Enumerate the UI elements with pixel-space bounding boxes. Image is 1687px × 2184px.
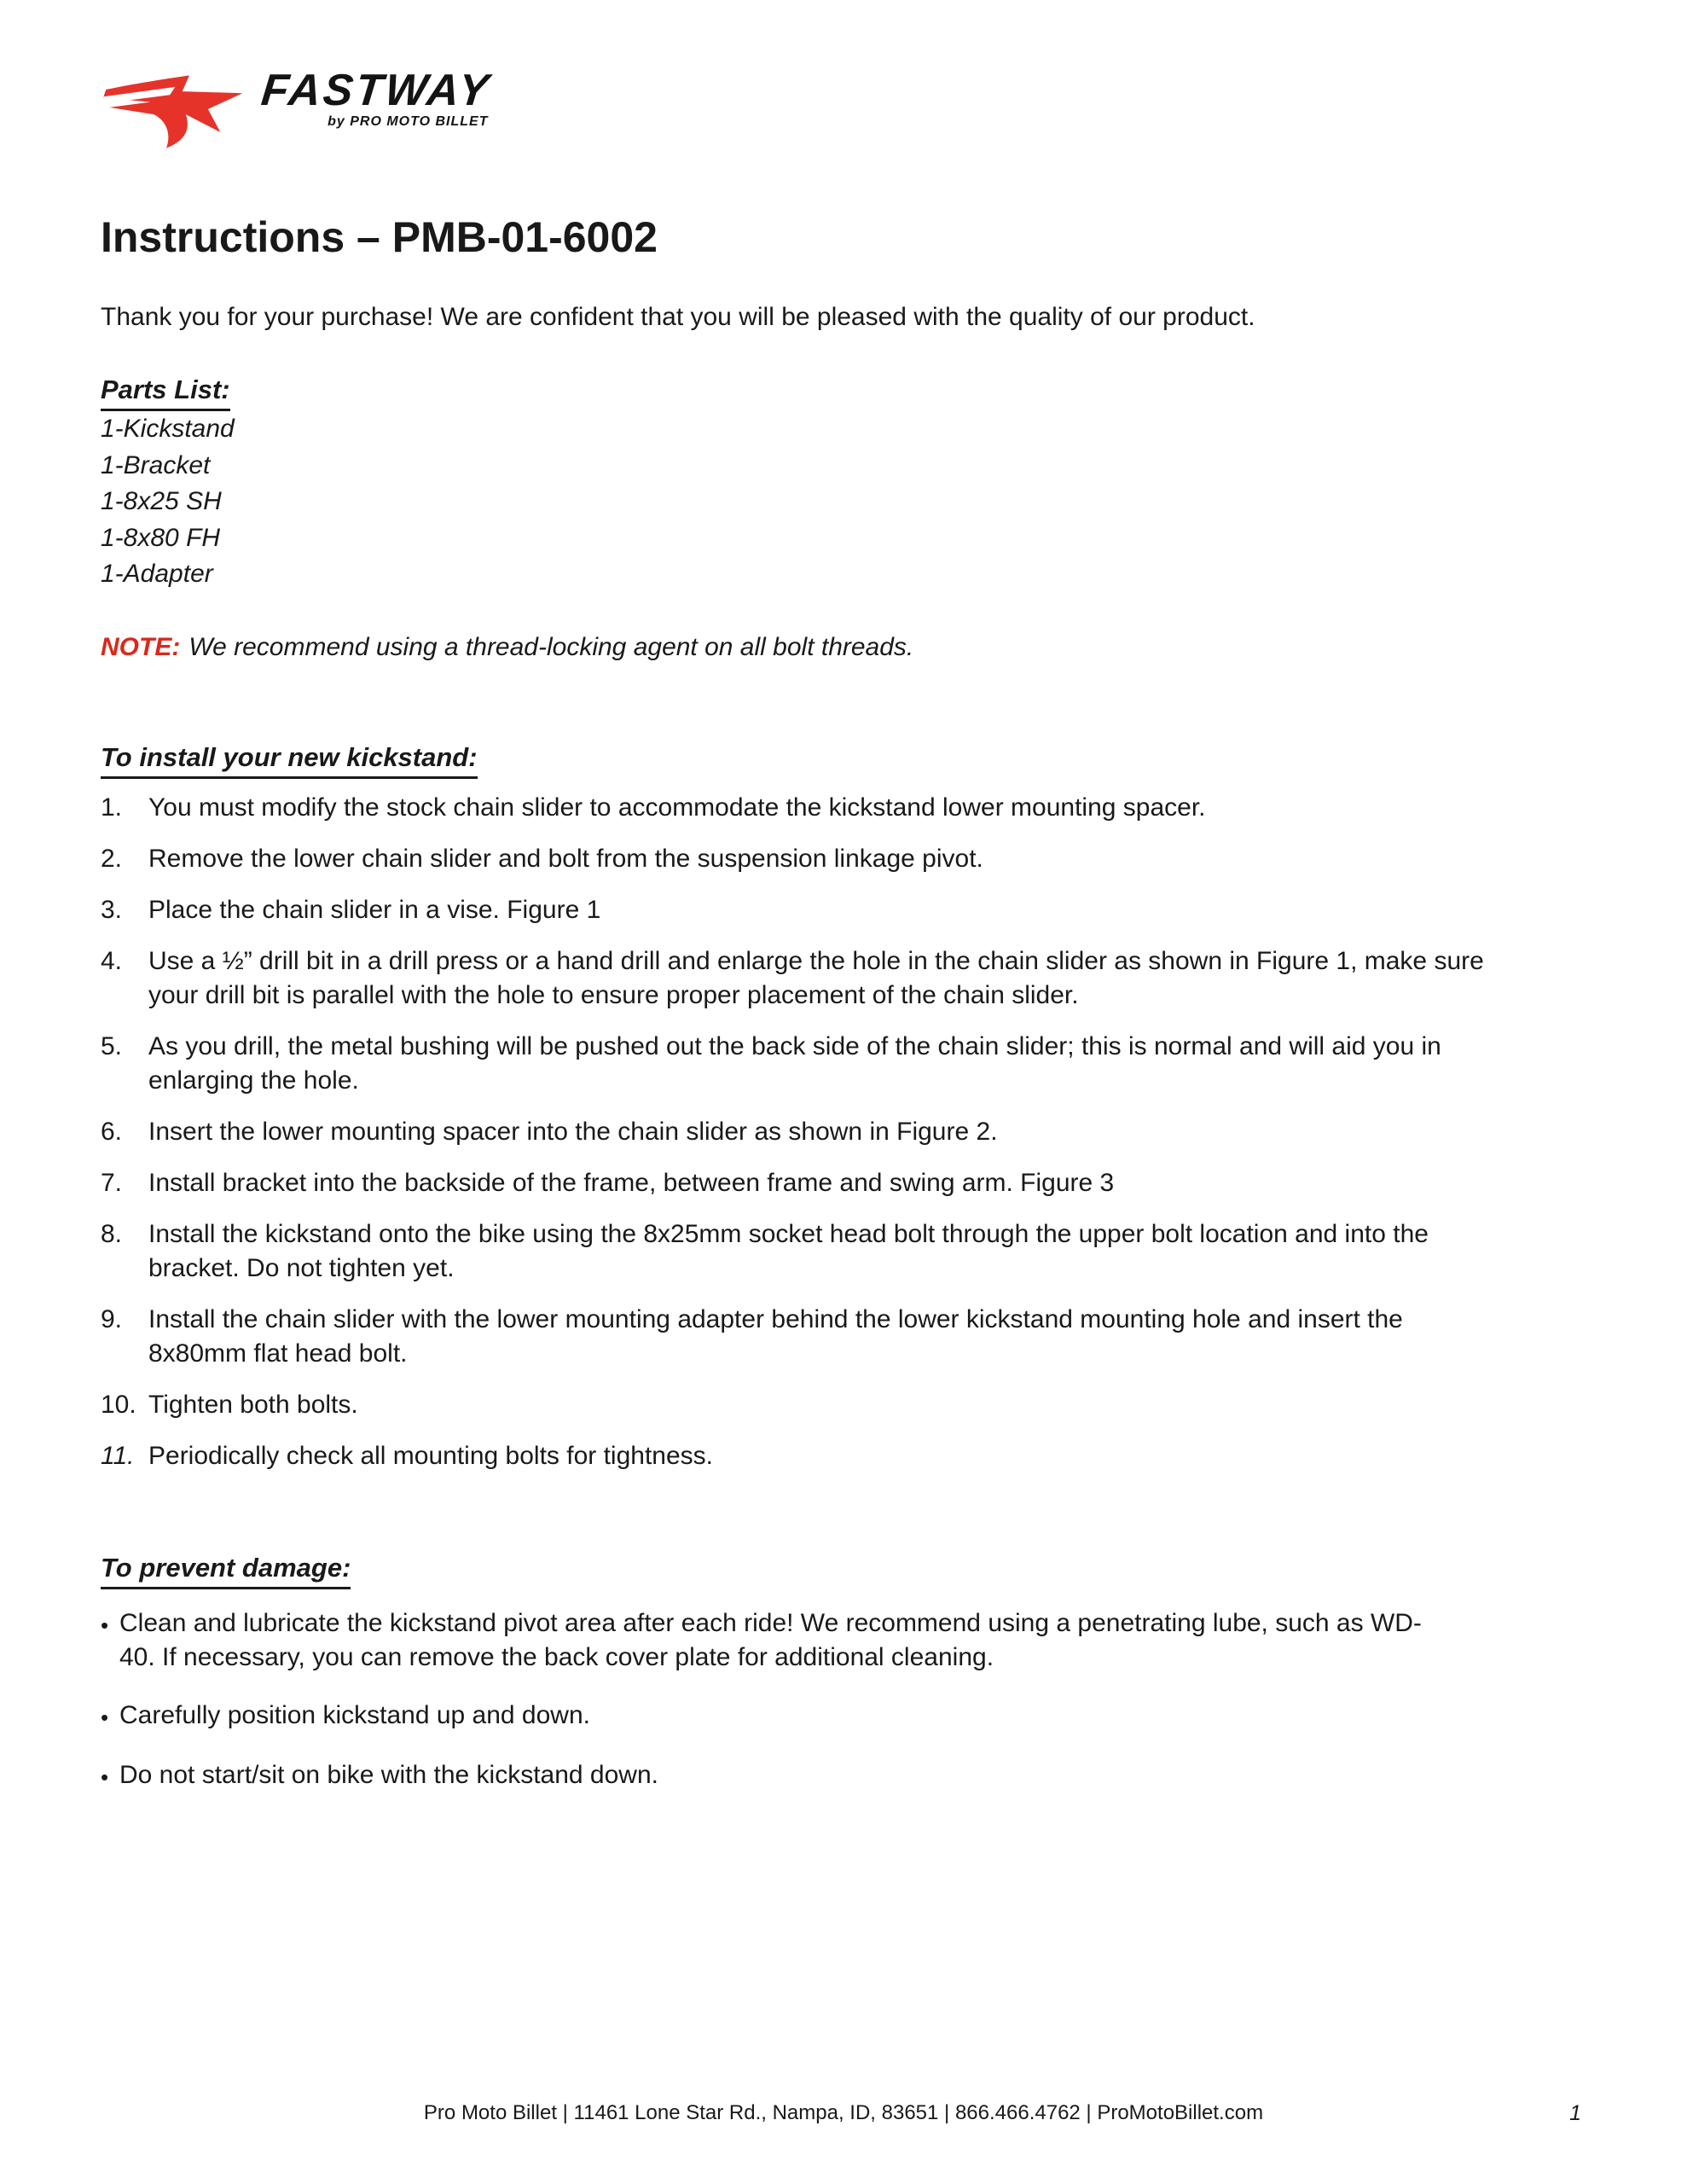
- step-number: 9.: [101, 1304, 123, 1333]
- bullet-dot: •: [101, 1704, 109, 1730]
- step-text: Insert the lower mounting spacer into the chain slider as shown in Figure 2.: [148, 1117, 998, 1146]
- step-text: Install bracket into the backside of the frame, between frame and swing arm. Figure 3: [148, 1168, 1115, 1197]
- install-step-1: [101, 791, 1586, 825]
- intro-paragraph: Thank you for your purchase! We are confident that you will be pleased with the quality of our product.: [101, 303, 1255, 331]
- note-text: We recommend using a thread-locking agent on all bolt threads.: [188, 632, 914, 661]
- step-text: Tighten both bolts.: [148, 1390, 358, 1419]
- logo-brand-text: FASTWAY: [258, 66, 494, 115]
- step-text: Remove the lower chain slider and bolt from the suspension linkage pivot.: [148, 844, 983, 873]
- install-step-8: [101, 1217, 1586, 1286]
- install-section: [101, 740, 1586, 1473]
- step-number: 8.: [101, 1219, 123, 1248]
- step-number: 6.: [101, 1117, 123, 1146]
- note-paragraph: [101, 630, 1586, 665]
- prevent-bullet-3: [101, 1758, 1586, 1794]
- bullet-text: Do not start/sit on bike with the kickstand down.: [119, 1760, 658, 1789]
- logo-byline-text: by PRO MOTO BILLET: [328, 114, 489, 129]
- step-text: Use a ½” drill bit in a drill press or a hand drill and enlarge the hole in the chain slider as shown in Figure 1, make sure your drill bit is parallel with the hole to ensure proper placement of the chain slider.: [148, 946, 1484, 1009]
- prevent-bullet-2: [101, 1699, 1586, 1734]
- page-number: 1: [1569, 2101, 1581, 2125]
- step-number: 11.: [101, 1441, 135, 1470]
- install-step-10: [101, 1388, 1586, 1422]
- parts-list-item: 1-8x25 SH: [101, 487, 222, 515]
- install-step-11: [101, 1439, 1586, 1473]
- install-step-7: [101, 1166, 1586, 1200]
- install-steps-list: [101, 791, 1586, 1473]
- bullet-dot: •: [101, 1612, 109, 1638]
- prevent-section: [101, 1550, 1586, 1794]
- parts-list-heading: [101, 372, 1586, 411]
- step-number: 10.: [101, 1390, 136, 1419]
- step-text: As you drill, the metal bushing will be pushed out the back side of the chain slider; this is normal and will aid you in enlarging the hole.: [148, 1031, 1441, 1095]
- step-text: Install the chain slider with the lower mounting adapter behind the lower kickstand mounting hole and insert the 8x80mm flat head bolt.: [148, 1304, 1403, 1368]
- step-number: 2.: [101, 844, 123, 873]
- prevent-heading-text: To prevent damage:: [101, 1550, 351, 1589]
- install-step-3: [101, 893, 1586, 927]
- note-label: NOTE:: [101, 632, 181, 661]
- parts-list-item: 1-Kickstand: [101, 415, 235, 443]
- step-number: 1.: [101, 793, 123, 822]
- parts-list-heading-text: Parts List:: [101, 372, 230, 411]
- parts-list-section: [101, 372, 1586, 593]
- footer-contact-line: Pro Moto Billet | 11461 Lone Star Rd., Nampa, ID, 83651 | 866.466.4762 | ProMotoBillet.com: [423, 2101, 1264, 2124]
- step-number: 7.: [101, 1168, 123, 1197]
- parts-list-item: 1-Bracket: [101, 450, 211, 479]
- parts-list-item: 1-8x80 FH: [101, 523, 221, 552]
- install-step-2: [101, 842, 1586, 876]
- install-heading-text: To install your new kickstand:: [101, 740, 478, 779]
- prevent-bullet-1: [101, 1606, 1586, 1675]
- install-heading: [101, 740, 1586, 779]
- step-text: Place the chain slider in a vise. Figure 1: [148, 895, 601, 924]
- prevent-heading: [101, 1550, 1586, 1589]
- step-number: 5.: [101, 1031, 123, 1060]
- install-step-9: [101, 1303, 1586, 1371]
- bullet-text: Carefully position kickstand up and down.: [119, 1700, 590, 1729]
- step-text: You must modify the stock chain slider to accommodate the kickstand lower mounting spacer.: [148, 793, 1206, 822]
- install-step-4: [101, 944, 1586, 1013]
- page-footer: [0, 2099, 1687, 2128]
- logo-text-block: [258, 48, 494, 130]
- step-text: Install the kickstand onto the bike using the 8x25mm socket head bolt through the upper bolt location and into the bracket. Do not tighten yet.: [148, 1219, 1429, 1282]
- install-step-6: [101, 1115, 1586, 1149]
- fastway-star-icon: [101, 73, 256, 153]
- step-number: 3.: [101, 895, 123, 924]
- fastway-logo: [101, 48, 1586, 152]
- step-number: 4.: [101, 946, 123, 975]
- prevent-bullets-list: [101, 1606, 1586, 1794]
- bullet-dot: •: [101, 1763, 109, 1790]
- page-title: Instructions – PMB-01-6002: [101, 213, 658, 261]
- install-step-5: [101, 1030, 1586, 1098]
- parts-list-item: 1-Adapter: [101, 560, 213, 588]
- bullet-text: Clean and lubricate the kickstand pivot area after each ride! We recommend using a penetrating lube, such as WD-40. If necessary, you can remove the back cover plate for additional cleaning.: [119, 1608, 1422, 1671]
- step-text: Periodically check all mounting bolts for tightness.: [148, 1441, 713, 1470]
- parts-list: [101, 411, 1586, 593]
